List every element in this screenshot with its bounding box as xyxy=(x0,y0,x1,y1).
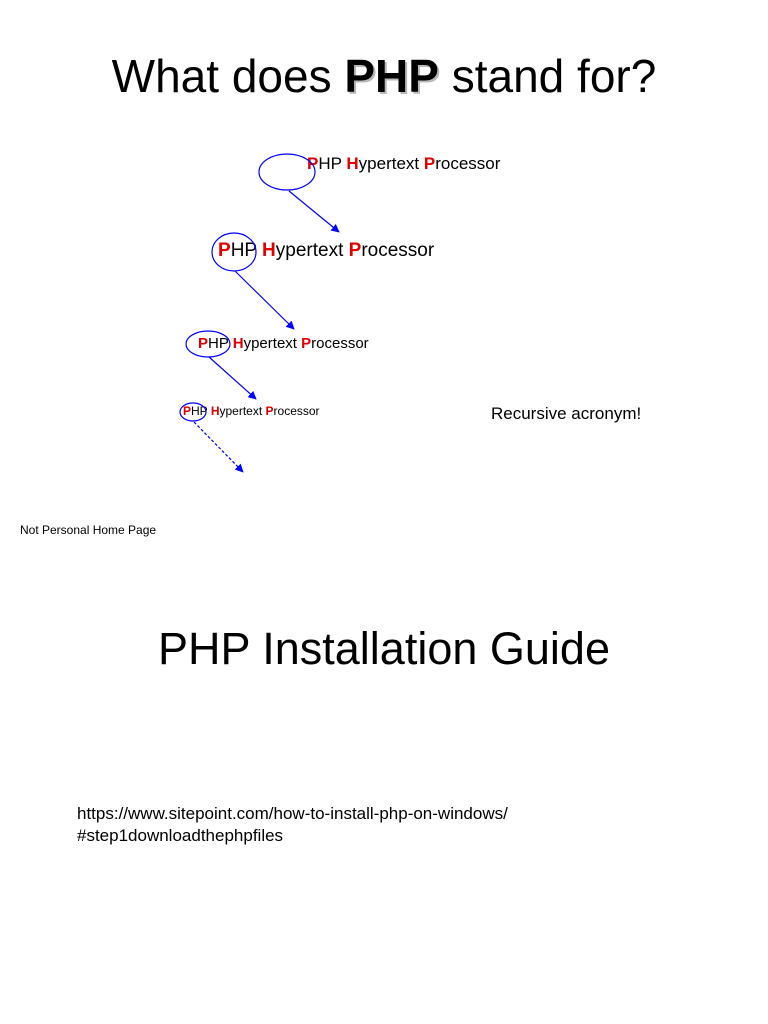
link-line-1[interactable]: https://www.sitepoint.com/how-to-install-php-on-windows/ xyxy=(77,804,508,823)
title-suffix: stand for? xyxy=(438,50,657,102)
arrow-4-dashed xyxy=(194,422,243,472)
letter-h: H xyxy=(262,240,276,261)
word-ypertext: ypertext xyxy=(275,240,349,261)
word-rocessor: rocessor xyxy=(273,404,320,418)
arrow-3 xyxy=(209,357,256,399)
letter-p: P xyxy=(218,240,231,261)
word-rocessor: rocessor xyxy=(311,335,369,352)
title-prefix: What does xyxy=(111,50,345,102)
circle-annotation-1 xyxy=(259,154,315,190)
letter-h: H xyxy=(346,154,359,173)
letter-h: H xyxy=(232,335,244,352)
arrow-1 xyxy=(289,191,339,232)
word-hp: HP xyxy=(230,240,263,261)
word-hp: HP xyxy=(208,335,233,352)
circle-annotation-4 xyxy=(180,403,206,421)
word-rocessor: rocessor xyxy=(361,240,435,261)
word-hp: HP xyxy=(318,154,347,173)
word-ypertext: ypertext xyxy=(243,335,302,352)
letter-p2: P xyxy=(423,154,436,173)
letter-p: P xyxy=(183,404,192,418)
word-rocessor: rocessor xyxy=(435,154,501,173)
link-line-2[interactable]: #step1downloadthephpfiles xyxy=(77,826,284,845)
installation-guide-title: PHP Installation Guide xyxy=(158,623,610,674)
circle-annotation-3 xyxy=(186,331,230,357)
word-ypertext: ypertext xyxy=(358,154,424,173)
letter-p: P xyxy=(198,335,209,352)
letter-p2: P xyxy=(301,335,312,352)
word-hp: HP xyxy=(191,404,211,418)
letter-h: H xyxy=(210,404,220,418)
circle-annotation-2 xyxy=(212,233,256,271)
letter-p: P xyxy=(307,154,319,173)
letter-p2: P xyxy=(348,240,362,261)
word-ypertext: ypertext xyxy=(219,404,266,418)
install-guide-link[interactable] xyxy=(77,803,677,847)
arrow-2 xyxy=(235,271,294,329)
letter-p2: P xyxy=(265,404,274,418)
not-personal-home-page-note: Not Personal Home Page xyxy=(20,523,157,537)
title-php: PHP xyxy=(344,50,439,102)
recursive-acronym-note: Recursive acronym! xyxy=(491,404,642,423)
